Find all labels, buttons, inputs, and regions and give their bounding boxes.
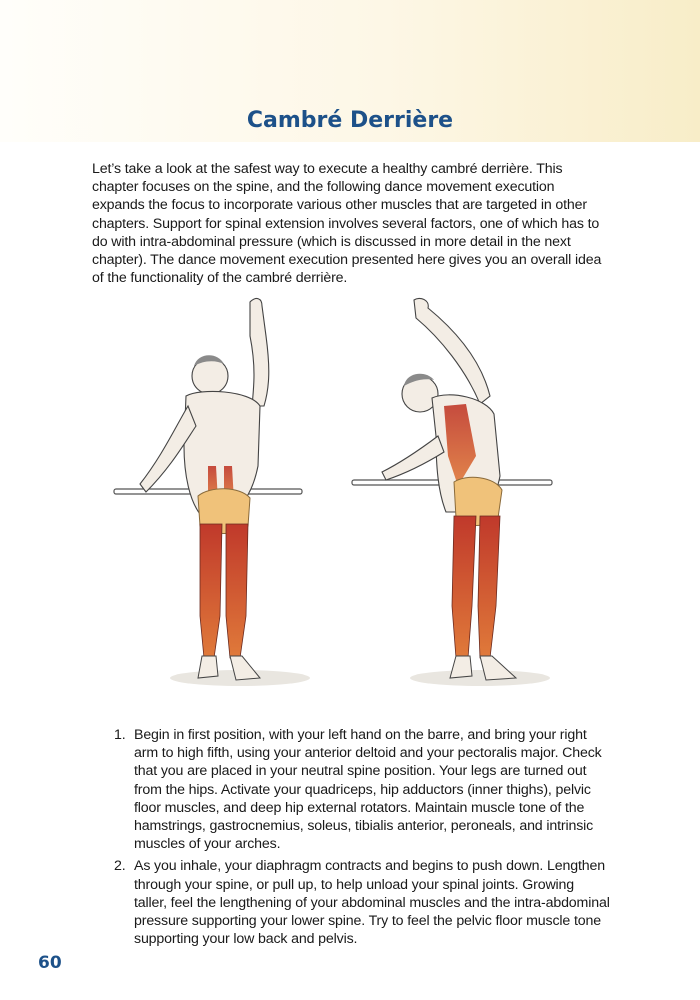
figure-cambre	[352, 298, 552, 686]
step-number: 2.	[114, 858, 126, 875]
figure-neutral	[114, 299, 310, 686]
intro-paragraph: Let’s take a look at the safest way to execute a healthy cambré derrière. This chapter focuses on the spine, and the following dance movement execution expands the focus to incorporate various other muscles that are targeted in other chapters. Support for spinal extension involves several factors, one of which has to do with intra-abdominal pressure (which is discussed in more detail in the next chapter). The dance movement execution presented here gives you an overall idea of the functionality of the cambré derrière.	[92, 161, 602, 287]
anatomy-illustration	[100, 286, 560, 706]
page-title: Cambré Derrière	[246, 108, 454, 133]
step-text: As you inhale, your diaphragm contracts and begins to push down. Lengthen through your spine, or pull up, to help unload your spinal joints. Growing taller, feel the lengthening of your abdominal muscles and the intra-abdominal pressure supporting your lower spine. Try to feel the pelvic floor muscle tone supporting your low back and pelvis.	[134, 858, 610, 948]
step-list	[92, 726, 610, 952]
page-number: 60	[38, 953, 62, 973]
step-text: Begin in first position, with your left hand on the barre, and bring your right arm to high fifth, using your anterior deltoid and your pectoralis major. Check that you are placed in your neutral spine position. Your legs are turned out from the hips. Activate your quadriceps, hip adductors (inner thighs), pelvic floor muscles, and deep hip external rotators. Maintain muscle tone of the hamstrings, gastrocnemius, soleus, tibialis anterior, peroneals, and intrinsic muscles of your arches.	[134, 727, 602, 853]
list-item	[92, 726, 610, 853]
list-item	[92, 857, 610, 948]
step-number: 1.	[114, 727, 126, 743]
